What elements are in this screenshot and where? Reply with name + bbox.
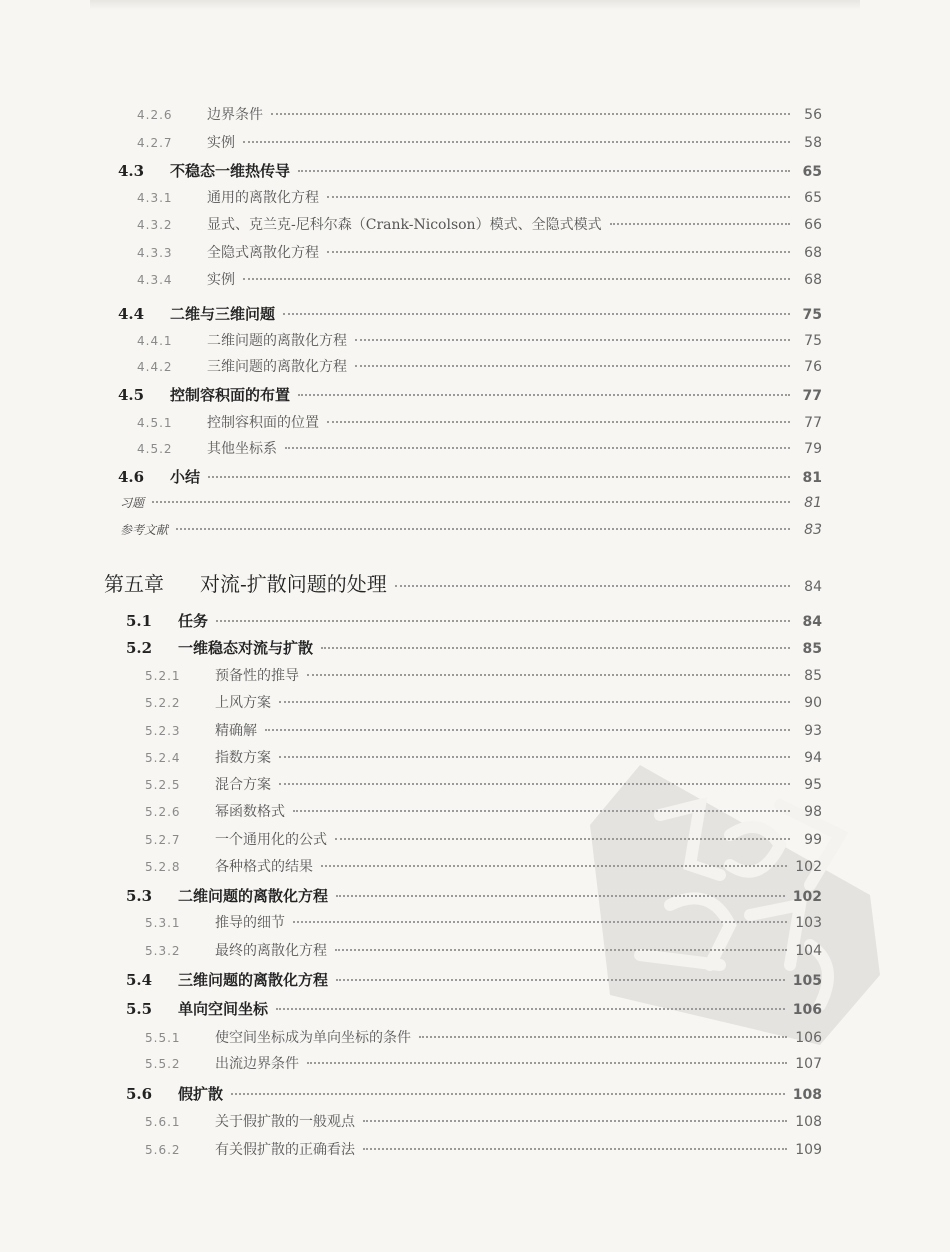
subsection-entry <box>145 801 822 821</box>
entry-number: 4.5 <box>118 386 145 404</box>
page-number: 108 <box>795 1114 822 1130</box>
entry-number: 5.2.4 <box>145 751 181 765</box>
entry-title: 对流-扩散问题的处理 <box>200 572 387 596</box>
entry-number: 4.6 <box>118 468 145 486</box>
page-number: 93 <box>804 723 822 739</box>
entry-title: 各种格式的结果 <box>215 859 313 875</box>
entry-title: 假扩散 <box>178 1085 224 1103</box>
page-number: 58 <box>804 135 822 151</box>
page-number: 106 <box>795 1030 822 1046</box>
entry-number: 5.2.7 <box>145 833 181 847</box>
back-matter-entry <box>120 521 822 538</box>
entry-number: 5.2.5 <box>145 778 181 792</box>
dot-leader <box>335 838 790 840</box>
dot-leader <box>355 339 790 341</box>
dot-leader <box>327 196 790 198</box>
section-entry <box>118 466 822 487</box>
subsection-entry <box>145 720 822 740</box>
entry-number: 5.2.3 <box>145 724 181 738</box>
page-number: 76 <box>804 359 822 375</box>
subsection-entry <box>137 242 822 262</box>
entry-title: 出流边界条件 <box>215 1056 299 1072</box>
entry-number: 第五章 <box>104 572 164 596</box>
page-number: 102 <box>795 859 822 875</box>
subsection-entry <box>145 1111 822 1131</box>
entry-number: 5.4 <box>126 971 153 989</box>
entry-title: 不稳态一维热传导 <box>170 162 291 180</box>
page-number: 94 <box>804 750 822 766</box>
page-number: 56 <box>804 107 822 123</box>
entry-title: 单向空间坐标 <box>178 1000 269 1018</box>
subsection-entry <box>145 747 822 767</box>
dot-leader <box>216 620 790 622</box>
entry-title: 二维问题的离散化方程 <box>207 333 347 349</box>
entry-number: 4.4 <box>118 305 145 323</box>
entry-title: 精确解 <box>215 723 257 739</box>
page-number: 84 <box>804 579 822 595</box>
page-number: 77 <box>804 415 822 431</box>
page-number: 75 <box>802 307 822 323</box>
entry-title: 三维问题的离散化方程 <box>207 359 347 375</box>
subsection-entry <box>137 104 822 124</box>
dot-leader <box>152 501 790 503</box>
page-number: 65 <box>804 190 822 206</box>
entry-number: 5.3 <box>126 887 153 905</box>
subsection-entry <box>145 774 822 794</box>
section-entry <box>126 610 822 631</box>
page-top-edge <box>90 0 860 10</box>
page-number: 102 <box>792 889 822 905</box>
entry-title: 实例 <box>207 272 235 288</box>
entry-number: 5.2.1 <box>145 669 181 683</box>
entry-number: 4.3.2 <box>137 218 173 232</box>
entry-number: 5.3.2 <box>145 944 181 958</box>
entry-title: 二维与三维问题 <box>170 305 276 323</box>
page-number: 79 <box>804 441 822 457</box>
dot-leader <box>293 921 787 923</box>
subsection-entry <box>145 912 822 932</box>
entry-number: 4.3.1 <box>137 191 173 205</box>
entry-title: 参考文献 <box>120 523 169 537</box>
entry-number: 4.2.6 <box>137 108 173 122</box>
entry-title: 三维问题的离散化方程 <box>178 971 329 989</box>
page-number: 66 <box>804 217 822 233</box>
entry-number: 4.5.1 <box>137 416 173 430</box>
dot-leader <box>231 1093 785 1095</box>
subsection-entry <box>137 412 822 432</box>
entry-title: 边界条件 <box>207 107 263 123</box>
section-entry <box>118 384 822 405</box>
dot-leader <box>395 585 790 587</box>
subsection-entry <box>137 132 822 152</box>
dot-leader <box>279 783 790 785</box>
entry-title: 实例 <box>207 135 235 151</box>
entry-title: 其他坐标系 <box>207 441 277 457</box>
section-entry <box>126 998 822 1019</box>
dot-leader <box>276 1008 785 1010</box>
entry-number: 5.2.8 <box>145 860 181 874</box>
dot-leader <box>307 1062 787 1064</box>
page-number: 68 <box>804 245 822 261</box>
page-number: 109 <box>795 1142 822 1158</box>
entry-title: 习题 <box>120 496 145 510</box>
entry-number: 5.6.1 <box>145 1115 181 1129</box>
entry-title: 通用的离散化方程 <box>207 190 319 206</box>
page-number: 83 <box>804 522 822 538</box>
page-number: 65 <box>802 164 822 180</box>
dot-leader <box>243 278 790 280</box>
entry-number: 4.3.4 <box>137 273 173 287</box>
entry-title: 二维问题的离散化方程 <box>178 887 329 905</box>
entry-title: 使空间坐标成为单向坐标的条件 <box>215 1030 411 1046</box>
page-number: 77 <box>802 388 822 404</box>
page-number: 75 <box>804 333 822 349</box>
entry-number: 5.5.2 <box>145 1057 181 1071</box>
entry-title: 预备性的推导 <box>215 668 299 684</box>
page-number: 104 <box>795 943 822 959</box>
page-number: 98 <box>804 804 822 820</box>
entry-number: 5.3.1 <box>145 916 181 930</box>
subsection-entry <box>145 665 822 685</box>
back-matter-entry <box>120 494 822 511</box>
dot-leader <box>298 170 790 172</box>
subsection-entry <box>145 692 822 712</box>
entry-number: 4.3 <box>118 162 145 180</box>
dot-leader <box>419 1036 787 1038</box>
subsection-entry <box>145 1139 822 1159</box>
entry-number: 5.2 <box>126 639 153 657</box>
page-number: 85 <box>804 668 822 684</box>
subsection-entry <box>137 438 822 458</box>
dot-leader <box>208 476 790 478</box>
dot-leader <box>327 251 790 253</box>
page-number: 68 <box>804 272 822 288</box>
subsection-entry <box>145 1027 822 1047</box>
entry-number: 5.2.2 <box>145 696 181 710</box>
dot-leader <box>610 223 790 225</box>
section-entry <box>126 1083 822 1104</box>
entry-title: 显式、克兰克-尼科尔森（Crank-Nicolson）模式、全隐式模式 <box>207 217 602 233</box>
dot-leader <box>283 313 790 315</box>
page-number: 90 <box>804 695 822 711</box>
dot-leader <box>265 729 790 731</box>
dot-leader <box>307 674 790 676</box>
section-entry <box>126 969 822 990</box>
subsection-entry <box>137 330 822 350</box>
entry-number: 5.5 <box>126 1000 153 1018</box>
subsection-entry <box>137 269 822 289</box>
subsection-entry <box>137 187 822 207</box>
page-number: 107 <box>795 1056 822 1072</box>
subsection-entry <box>145 829 822 849</box>
chapter-entry <box>104 568 822 597</box>
entry-title: 一维稳态对流与扩散 <box>178 639 314 657</box>
entry-title: 幂函数格式 <box>215 804 285 820</box>
section-entry <box>126 637 822 658</box>
dot-leader <box>321 647 790 649</box>
page-number: 81 <box>804 495 822 511</box>
page-number: 108 <box>792 1087 822 1103</box>
page-number: 105 <box>792 973 822 989</box>
subsection-entry <box>145 856 822 876</box>
entry-title: 全隐式离散化方程 <box>207 245 319 261</box>
dot-leader <box>327 421 790 423</box>
dot-leader <box>243 141 790 143</box>
entry-number: 5.6 <box>126 1085 153 1103</box>
subsection-entry <box>145 1053 822 1073</box>
dot-leader <box>335 949 787 951</box>
entry-title: 混合方案 <box>215 777 271 793</box>
entry-title: 任务 <box>178 612 209 630</box>
entry-number: 4.4.2 <box>137 360 173 374</box>
page-number: 84 <box>802 614 822 630</box>
page-number: 95 <box>804 777 822 793</box>
entry-title: 推导的细节 <box>215 915 285 931</box>
section-entry <box>118 303 822 324</box>
section-entry <box>126 885 822 906</box>
entry-number: 4.5.2 <box>137 442 173 456</box>
dot-leader <box>285 447 790 449</box>
dot-leader <box>298 394 790 396</box>
entry-title: 有关假扩散的正确看法 <box>215 1142 355 1158</box>
entry-title: 指数方案 <box>215 750 271 766</box>
entry-number: 5.6.2 <box>145 1143 181 1157</box>
subsection-entry <box>137 214 822 234</box>
dot-leader <box>176 528 790 530</box>
entry-title: 关于假扩散的一般观点 <box>215 1114 355 1130</box>
subsection-entry <box>137 356 822 376</box>
section-entry <box>118 160 822 181</box>
entry-title: 小结 <box>170 468 201 486</box>
page-number: 85 <box>802 641 822 657</box>
dot-leader <box>336 895 785 897</box>
page-number: 81 <box>802 470 822 486</box>
entry-title: 控制容积面的布置 <box>170 386 291 404</box>
dot-leader <box>279 756 790 758</box>
dot-leader <box>279 701 790 703</box>
dot-leader <box>271 113 790 115</box>
entry-number: 4.4.1 <box>137 334 173 348</box>
page-number: 99 <box>804 832 822 848</box>
dot-leader <box>336 979 785 981</box>
dot-leader <box>363 1120 787 1122</box>
page-number: 103 <box>795 915 822 931</box>
entry-number: 5.5.1 <box>145 1031 181 1045</box>
entry-title: 控制容积面的位置 <box>207 415 319 431</box>
entry-number: 5.2.6 <box>145 805 181 819</box>
dot-leader <box>293 810 790 812</box>
entry-title: 上风方案 <box>215 695 271 711</box>
page-number: 106 <box>792 1002 822 1018</box>
entry-title: 一个通用化的公式 <box>215 832 327 848</box>
entry-title: 最终的离散化方程 <box>215 943 327 959</box>
dot-leader <box>321 865 787 867</box>
entry-number: 4.3.3 <box>137 246 173 260</box>
entry-number: 4.2.7 <box>137 136 173 150</box>
subsection-entry <box>145 940 822 960</box>
entry-number: 5.1 <box>126 612 153 630</box>
dot-leader <box>363 1148 787 1150</box>
dot-leader <box>355 365 790 367</box>
